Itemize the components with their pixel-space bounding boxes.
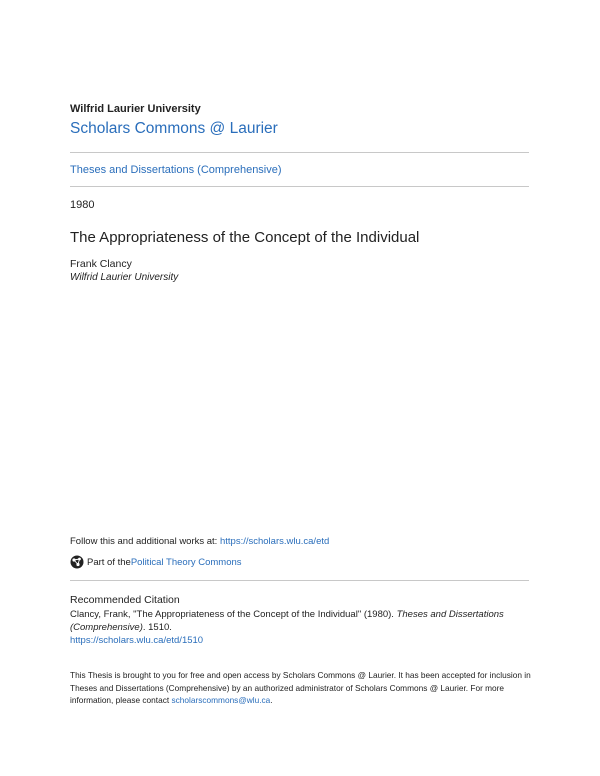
- repository-link[interactable]: Scholars Commons @ Laurier: [70, 120, 278, 137]
- publication-year: 1980: [70, 199, 95, 211]
- institution-name: Wilfrid Laurier University: [70, 103, 201, 115]
- follow-prefix: Follow this and additional works at:: [70, 536, 220, 547]
- citation-url-link[interactable]: https://scholars.wlu.ca/etd/1510: [70, 635, 204, 646]
- author-name: Frank Clancy: [70, 258, 132, 270]
- access-notice: [70, 669, 532, 707]
- citation-series: Theses and Dissertations (Comprehensive): [70, 609, 504, 633]
- citation-body: [70, 608, 529, 647]
- notice-text: This Thesis is brought to you for free and open access by Scholars Commons @ Laurier. It has been accepted for inclusion in Theses and Dissertations (Comprehensive) by an authorized administrator of Scholars Commons @ Laurier. For more information, please contact: [70, 670, 531, 705]
- follow-line: [70, 535, 329, 548]
- divider: [70, 186, 529, 187]
- commons-network-icon: [70, 555, 84, 569]
- citation-text: Clancy, Frank, "The Appropriateness of the Concept of the Individual" (1980).: [70, 609, 397, 620]
- divider: [70, 152, 529, 153]
- follow-link[interactable]: https://scholars.wlu.ca/etd: [219, 536, 330, 547]
- citation-number: . 1510.: [142, 622, 172, 633]
- citation-heading: Recommended Citation: [70, 594, 180, 606]
- notice-end: .: [270, 695, 273, 705]
- part-of-prefix: Part of the: [87, 556, 131, 568]
- collection-link[interactable]: Theses and Dissertations (Comprehensive): [70, 164, 282, 176]
- political-theory-commons-link[interactable]: Political Theory Commons: [130, 556, 242, 568]
- contact-email-link[interactable]: scholarscommons@wlu.ca: [171, 695, 271, 705]
- divider: [70, 580, 529, 581]
- document-title: The Appropriateness of the Concept of the Individual: [70, 229, 420, 246]
- part-of-line: [70, 555, 242, 569]
- author-affiliation: Wilfrid Laurier University: [70, 272, 179, 283]
